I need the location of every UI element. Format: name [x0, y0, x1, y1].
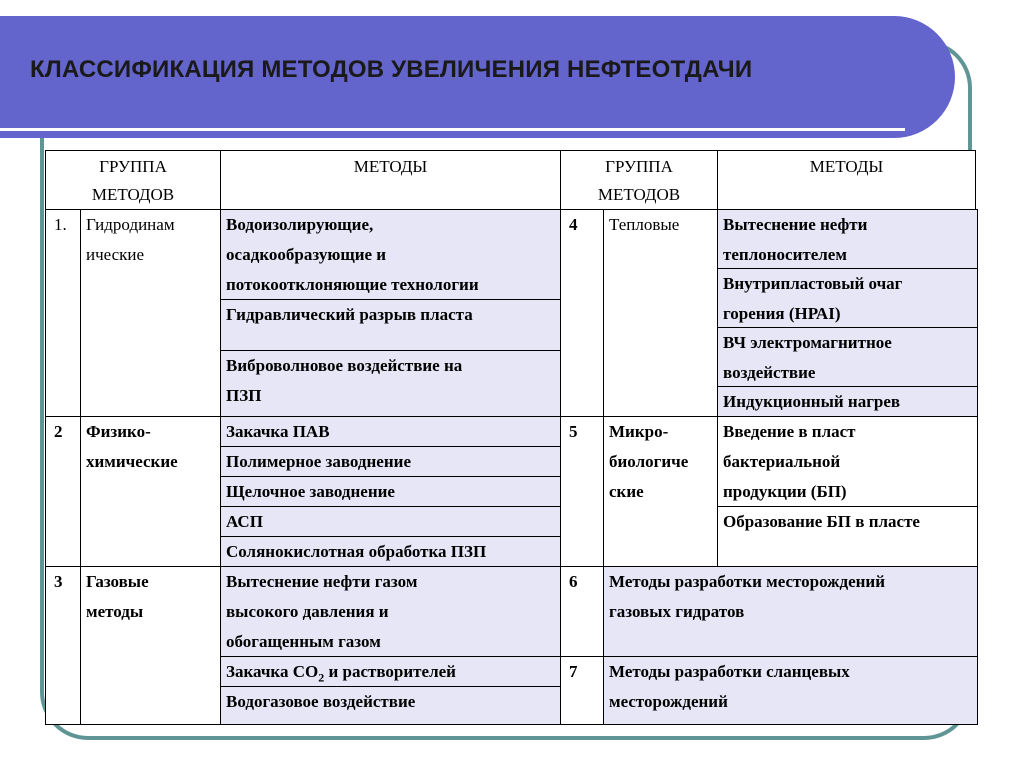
- method-2-1: Закачка ПАВ: [220, 416, 561, 447]
- method-1-1: Водоизолирующие, осадкообразующие и потокоотклоняющие технологии: [220, 209, 561, 300]
- method-5-2: Образование БП в пласте: [717, 506, 978, 567]
- method-4-3: ВЧ электромагнитное воздействие: [717, 327, 978, 387]
- method-2-4: АСП: [220, 506, 561, 537]
- group-6-name: Методы разработки месторождений газовых гидратов: [603, 566, 978, 657]
- method-2-5: Солянокислотная обработка ПЗП: [220, 536, 561, 567]
- group-1-name: Гидродинам ические: [80, 209, 221, 417]
- method-3-3: Водогазовое воздействие: [220, 686, 561, 725]
- method-3-2: [220, 656, 561, 687]
- method-4-1: Вытеснение нефти теплоносителем: [717, 209, 978, 269]
- co2-subscript: 2: [318, 670, 325, 685]
- group-7-name: Методы разработки сланцевых месторождений: [603, 656, 978, 725]
- header-methods-right: МЕТОДЫ: [717, 150, 976, 210]
- group-3-name: Газовые методы: [80, 566, 221, 725]
- group-3-number: 3: [45, 566, 81, 725]
- group-5-name: Микро- биологиче ские: [603, 416, 718, 567]
- group-4-name: Тепловые: [603, 209, 718, 417]
- method-3-1: Вытеснение нефти газом высокого давления и обогащенным газом: [220, 566, 561, 657]
- group-7-number: 7: [560, 656, 604, 725]
- method-1-3: Виброволновое воздействие на ПЗП: [220, 350, 561, 417]
- method-2-2: Полимерное заводнение: [220, 446, 561, 477]
- group-5-number: 5: [560, 416, 604, 567]
- slide-title: КЛАССИФИКАЦИЯ МЕТОДОВ УВЕЛИЧЕНИЯ НЕФТЕОТДАЧИ: [30, 56, 753, 83]
- group-2-name: Физико- химические: [80, 416, 221, 567]
- group-4-number: 4: [560, 209, 604, 417]
- header-methods-left: МЕТОДЫ: [220, 150, 561, 210]
- group-2-number: 2: [45, 416, 81, 567]
- method-1-2: Гидравлический разрыв пласта: [220, 299, 561, 351]
- header-group-left: ГРУППА МЕТОДОВ: [45, 150, 221, 210]
- method-4-4: Индукционный нагрев: [717, 386, 978, 417]
- group-6-number: 6: [560, 566, 604, 657]
- co2-suffix: и растворителей: [324, 662, 456, 681]
- header-group-right: ГРУППА МЕТОДОВ: [560, 150, 718, 210]
- method-2-3: Щелочное заводнение: [220, 476, 561, 507]
- group-1-number: 1.: [45, 209, 81, 417]
- banner-underline: [0, 128, 905, 131]
- co2-label: Закачка СО: [226, 662, 319, 681]
- method-4-2: Внутрипластовый очаг горения (НРАI): [717, 268, 978, 328]
- method-5-1: Введение в пласт бактериальной продукции (БП): [717, 416, 978, 507]
